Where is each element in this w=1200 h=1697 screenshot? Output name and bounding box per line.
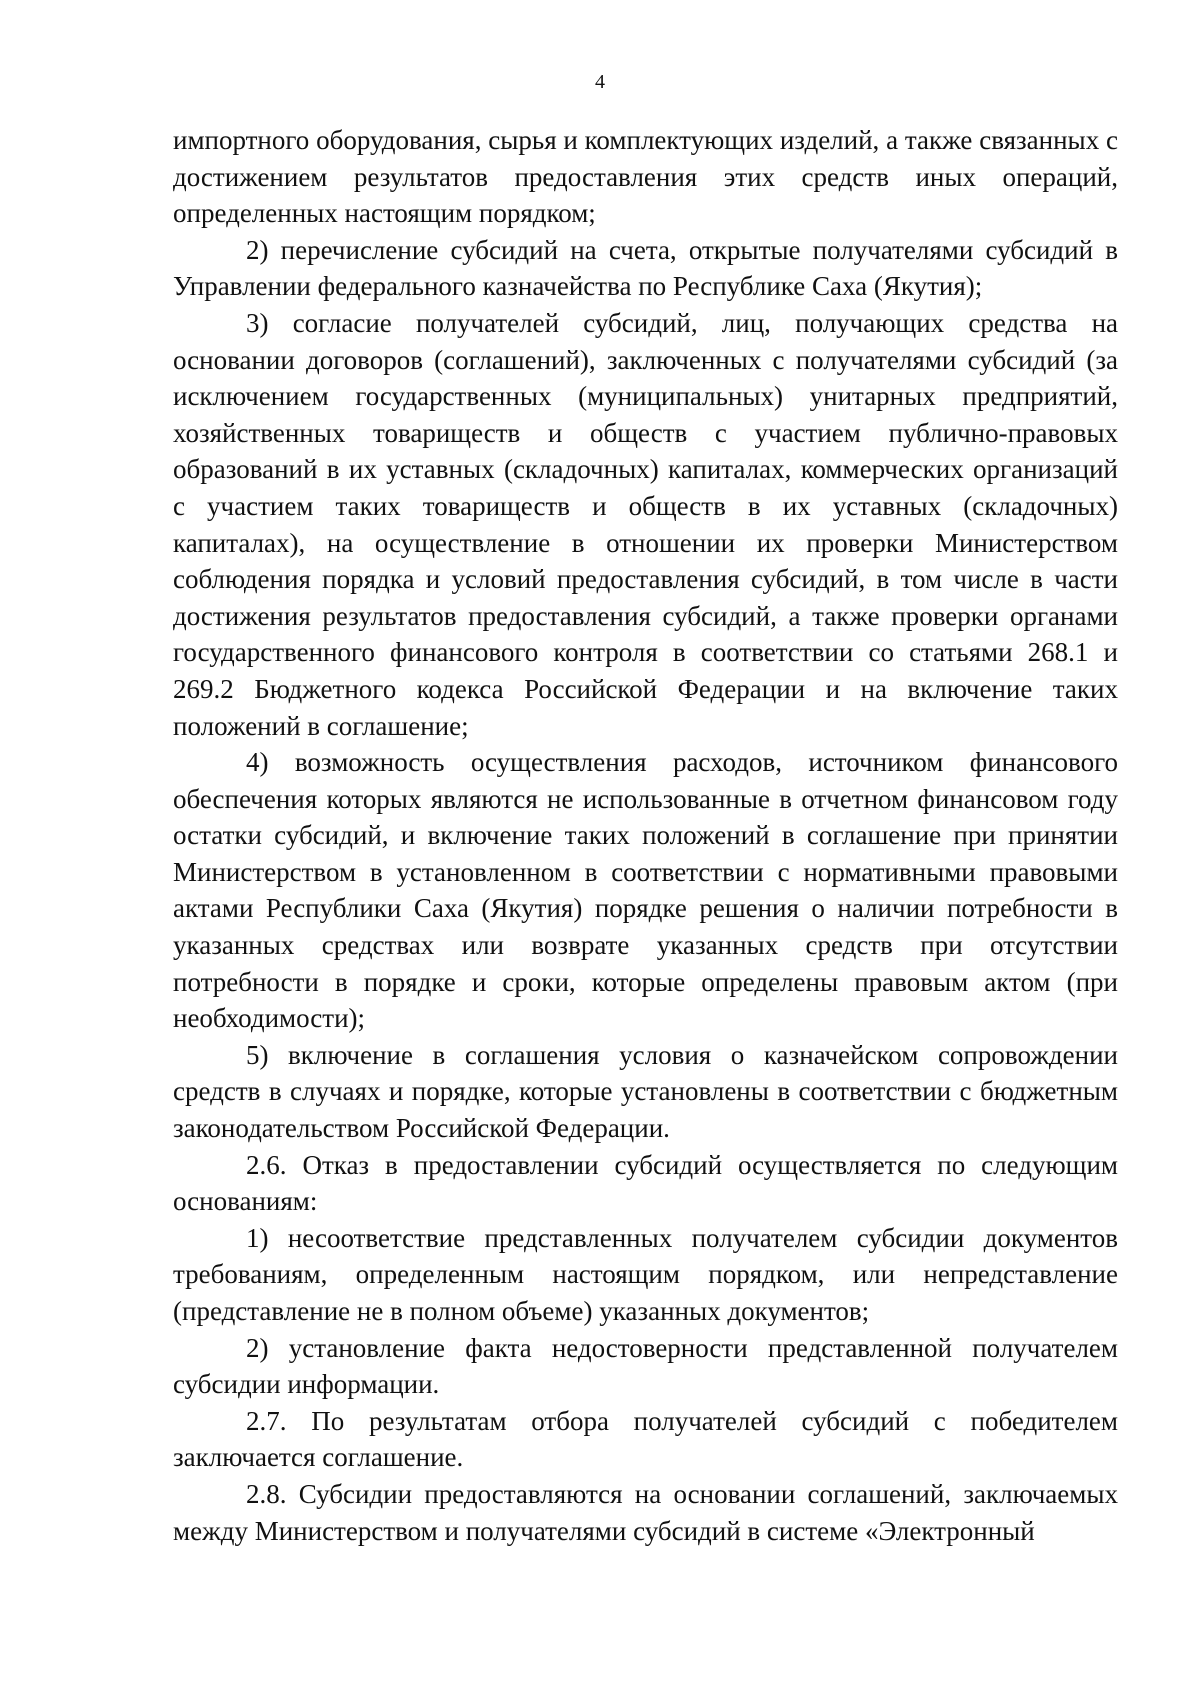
paragraph-item-2: 2) перечисление субсидий на счета, открытые получателями субсидий в Управлении федерального казначейства по Республике Саха (Якутия); xyxy=(173,234,1118,302)
document-body xyxy=(173,122,1118,1549)
paragraph-section-2-7: 2.7. По результатам отбора получателей субсидий с победителем заключается соглашение. xyxy=(173,1405,1118,1473)
paragraph-section-2-8: 2.8. Субсидии предоставляются на основании соглашений, заключаемых между Министерством и получателями субсидий в системе «Электронный xyxy=(173,1478,1118,1546)
paragraph-item-4: 4) возможность осуществления расходов, источником финансового обеспечения которых являются не использованные в отчетном финансовом году остатки субсидий, и включение таких положений в соглашение при принятии Министерством в установленном в соответствии с нормативными правовыми актами Республики Саха (Якутия) порядке решения о наличии потребности в указанных средствах или возврате указанных средств при отсутствии потребности в порядке и сроки, которые определены правовым актом (при необходимости); xyxy=(173,747,1118,1034)
paragraph-item-3: 3) согласие получателей субсидий, лиц, получающих средства на основании договоров (соглашений), заключенных с получателями субсидий (за исключением государственных (муниципальных) унитарных предприятий, хозяйственных товариществ и обществ с участием публично-правовых образований в их уставных (складочных) капиталах, коммерческих организаций с участием таких товариществ и обществ в их уставных (складочных) капиталах), на осуществление в отношении их проверки Министерством соблюдения порядка и условий предоставления субсидий, в том числе в части достижения результатов предоставления субсидий, а также проверки органами государственного финансового контроля в соответствии со статьями 268.1 и 269.2 Бюджетного кодекса Российской Федерации и на включение таких положений в соглашение; xyxy=(173,307,1118,741)
paragraph-refusal-1: 1) несоответствие представленных получателем субсидии документов требованиям, определенным настоящим порядком, или непредставление (представление не в полном объеме) указанных документов; xyxy=(173,1222,1118,1326)
paragraph-item-5: 5) включение в соглашения условия о казначейском сопровождении средств в случаях и порядке, которые установлены в соответствии с бюджетным законодательством Российской Федерации. xyxy=(173,1039,1118,1144)
page-number: 4 xyxy=(595,71,605,93)
paragraph-continuation: импортного оборудования, сырья и комплектующих изделий, а также связанных с достижением результатов предоставления этих средств иных операций, определенных настоящим порядком; xyxy=(173,125,1118,229)
paragraph-section-2-6: 2.6. Отказ в предоставлении субсидий осуществляется по следующим основаниям: xyxy=(173,1149,1118,1217)
paragraph-refusal-2: 2) установление факта недостоверности представленной получателем субсидии информации. xyxy=(173,1332,1118,1400)
